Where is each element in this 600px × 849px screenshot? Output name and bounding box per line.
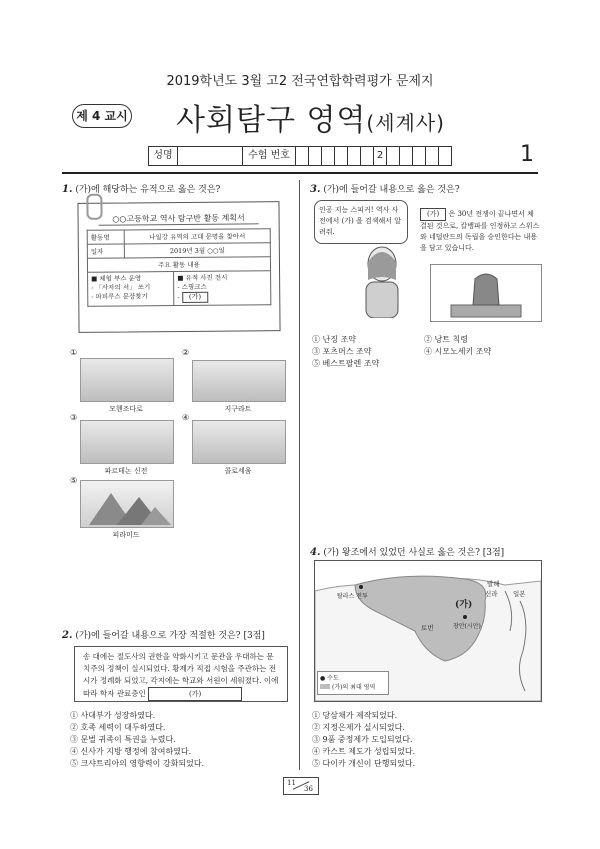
page-total: 36 xyxy=(304,785,313,793)
student-icon xyxy=(352,244,412,318)
option-number[interactable]: ④ xyxy=(182,413,190,422)
table-row xyxy=(88,271,271,307)
legend-capital: ● 수도 xyxy=(320,675,339,682)
booth-activities xyxy=(88,272,175,307)
main-header: 주요 활동 내용 xyxy=(87,257,270,273)
row-value: 나일강 유역의 고대 문명을 찾아서 xyxy=(124,229,270,244)
q4-text: (가) 왕조에서 있었던 사실로 옳은 것은? [3점] xyxy=(323,548,505,558)
answer-option[interactable]: ③ 포츠머스 조약 xyxy=(312,347,372,356)
exam-no-cell[interactable] xyxy=(309,147,322,165)
exhibit-title: ■ 유적 사진 전시 xyxy=(177,273,228,283)
exam-no-cell[interactable] xyxy=(361,147,374,165)
exam-no-cell[interactable] xyxy=(439,147,451,165)
q4-number: 4. xyxy=(310,547,321,558)
list-item: - 파피루스 문장찾기 xyxy=(91,292,148,301)
row-value: 2019년 3월 ○○일 xyxy=(124,243,270,258)
answer-option[interactable]: ④ 카스트 제도가 성립되었다. xyxy=(312,747,416,756)
q1-number: 1. xyxy=(62,184,73,195)
list-item: - 스핑크스 xyxy=(177,282,207,292)
answer-option[interactable]: ④ 시모노세키 조약 xyxy=(424,347,492,356)
option-number[interactable]: ③ xyxy=(70,413,78,422)
blank-ga: (가) xyxy=(420,208,446,221)
subject-paren: (세계사) xyxy=(366,111,445,135)
photo-exhibit xyxy=(174,271,271,306)
q2-passage-box xyxy=(74,646,288,702)
exam-no-cell[interactable] xyxy=(335,147,348,165)
q3-stem xyxy=(310,182,460,195)
map-legend xyxy=(317,671,389,695)
q3-text: (가)에 들어갈 내용으로 옳은 것은? xyxy=(323,185,460,195)
exam-no-cell[interactable] xyxy=(413,147,426,165)
q2-stem xyxy=(62,628,265,641)
ziggurat-photo xyxy=(192,360,286,402)
map-label-tubeon: 토번 xyxy=(421,624,434,632)
q2-options xyxy=(70,710,204,770)
tang-map xyxy=(314,560,542,702)
option-caption: 파르테논 신전 xyxy=(104,467,148,475)
answer-option[interactable]: ③ 9품 중정제가 도입되었다. xyxy=(312,735,413,744)
option-caption: 피라미드 xyxy=(112,531,140,539)
speaker-text: 은 30년 전쟁이 끝나면서 체결된 것으로, 칼뱅파를 인정하고 스위스와 네덜란드의 독립을 승인한다는 내용을 담고 있습니다. xyxy=(420,210,540,252)
colosseum-photo xyxy=(192,420,286,464)
exam-no-cell[interactable] xyxy=(348,147,361,165)
plan-table xyxy=(87,228,272,307)
header-rule xyxy=(62,172,538,174)
answer-option[interactable]: ③ 문벌 귀족이 특권을 누렸다. xyxy=(70,735,176,744)
q2-passage: 송 대에는 절도사의 권한을 약화시키고 문관을 우대하는 문치주의 정책이 실시되었다. 황제가 직접 시험을 주관하는 전시가 정례화 되었고, 각지에는 학교와 서원이 세워졌다. 이에 따라 학자 관료층인 xyxy=(83,652,279,698)
answer-option[interactable]: ② 지정은제가 실시되었다. xyxy=(312,723,405,732)
q3-number: 3. xyxy=(310,184,321,195)
q3-options xyxy=(312,334,542,370)
pyramid-photo xyxy=(80,480,174,528)
subject-title xyxy=(176,95,445,139)
option-number[interactable]: ① xyxy=(70,348,78,357)
option-number[interactable]: ② xyxy=(182,348,190,357)
map-label-changan: 창안(시안) xyxy=(453,623,481,630)
paperclip-icon xyxy=(86,194,102,220)
q4-options xyxy=(312,710,415,770)
booth-title: ■ 체험 부스 운영 xyxy=(91,274,142,283)
answer-option[interactable]: ⑤ 베스트팔렌 조약 xyxy=(312,359,380,368)
answer-option[interactable]: ④ 신사가 지방 행정에 참여하였다. xyxy=(70,747,192,756)
name-label: 성명 xyxy=(149,147,178,165)
speaker-answer xyxy=(420,208,540,254)
map-label-japan: 일본 xyxy=(513,590,526,598)
activity-plan-card xyxy=(77,201,280,333)
q1-stem xyxy=(62,182,220,195)
answer-option[interactable]: ① 사대부가 성장하였다. xyxy=(70,711,156,720)
q2-number: 2. xyxy=(62,630,73,641)
row-label: 일자 xyxy=(87,244,124,258)
row-label: 활동명 xyxy=(87,230,124,244)
blank-ga: (가) xyxy=(148,687,242,701)
speech-bubble: 인공 지능 스피커! 역사 사전에서 (가) 을 검색해서 알려줘. xyxy=(314,200,408,244)
map-label-ga: (가) xyxy=(455,600,473,610)
exam-no-cell[interactable] xyxy=(296,147,309,165)
q2-text: (가)에 들어갈 내용으로 가장 적절한 것은? [3점] xyxy=(75,631,265,641)
option-number[interactable]: ⑤ xyxy=(70,476,78,485)
answer-option[interactable]: ⑤ 크샤트리아의 영향력이 강화되었다. xyxy=(70,759,205,768)
exam-title: 2019학년도 3월 고2 전국연합학력평가 문제지 xyxy=(166,74,434,89)
list-item: - 「사자의 서」 쓰기 xyxy=(91,283,151,292)
option-caption: 모헨조다로 xyxy=(109,405,143,413)
map-label-talas: 탈라스 전투 xyxy=(337,593,368,600)
exam-no-label: 수험 번호 xyxy=(243,147,296,165)
subject-name: 사회탐구 영역 xyxy=(176,103,367,138)
student-figure xyxy=(352,244,412,318)
answer-option[interactable]: ② 낭트 칙령 xyxy=(424,335,468,344)
plan-title: ○○고등학교 역사 탐구반 활동 계획서 xyxy=(99,212,259,225)
exam-no-cell[interactable] xyxy=(400,147,413,165)
map-label-silla: 신라 xyxy=(485,590,498,598)
student-id-box xyxy=(148,146,452,166)
answer-option[interactable]: ① 당삼채가 제작되었다. xyxy=(312,711,398,720)
exam-no-cell[interactable] xyxy=(387,147,400,165)
exam-no-cell[interactable] xyxy=(426,147,439,165)
q4-stem xyxy=(310,545,504,558)
list-item: - (가) xyxy=(178,291,268,303)
parthenon-photo xyxy=(80,420,174,464)
answer-option[interactable]: ⑤ 다이카 개신이 단행되었다. xyxy=(312,759,416,768)
answer-option[interactable]: ① 난징 조약 xyxy=(312,335,356,344)
blank-ga: (가) xyxy=(182,292,208,303)
ai-speaker-icon xyxy=(431,265,541,321)
name-field[interactable] xyxy=(178,147,243,165)
column-divider xyxy=(299,180,300,770)
pyramid-icon xyxy=(81,481,173,527)
map-label-balhae: 발해 xyxy=(487,580,500,588)
answer-option[interactable]: ② 호족 세력이 대두하였다. xyxy=(70,723,166,732)
option-caption: 지구라트 xyxy=(224,405,252,413)
page-number: 1 xyxy=(520,142,534,167)
page-counter xyxy=(283,777,319,795)
mohenjo-daro-photo xyxy=(80,358,174,402)
q1-text: (가)에 해당하는 유적으로 옳은 것은? xyxy=(75,185,221,195)
period-badge: 제 4 교시 xyxy=(72,104,132,128)
exam-no-cell[interactable] xyxy=(322,147,335,165)
exam-no-digit: 2 xyxy=(374,147,387,165)
legend-territory: (가)의 최대 영역 xyxy=(320,683,386,692)
speaker-scene xyxy=(430,264,542,322)
page-current: 11 xyxy=(287,779,296,787)
option-caption: 콜로세움 xyxy=(224,467,252,475)
